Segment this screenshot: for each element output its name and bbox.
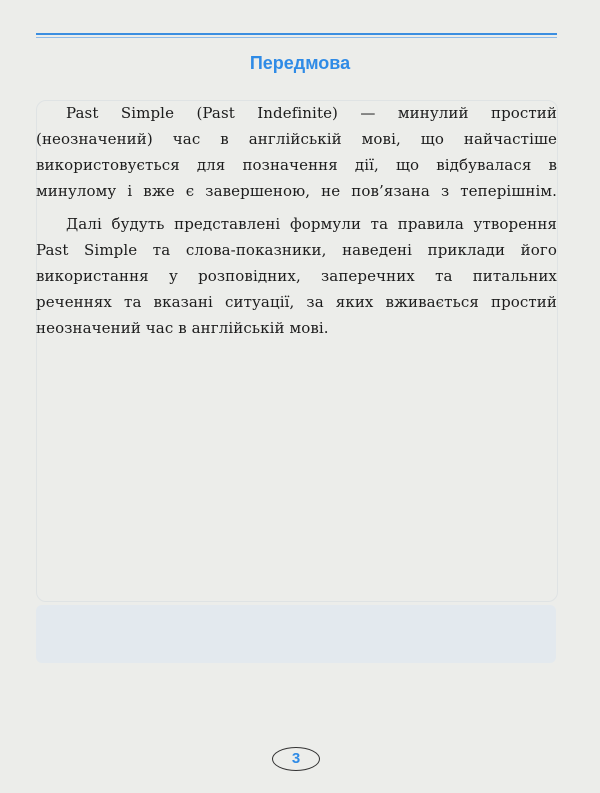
text-line: Past Simple та слова-показники, наведені приклади його <box>36 241 557 259</box>
text-line: минулому і вже є завершеною, не пов’язана з теперішнім. <box>36 182 557 200</box>
text-line: використовується для позначення дії, що відбувалася в <box>36 156 557 174</box>
page-title: Передмова <box>249 53 351 73</box>
text-line: реченнях та вказані ситуації, за яких вживається простий <box>36 293 557 311</box>
header-rule <box>36 33 557 39</box>
text-line: Далі будуть представлені формули та правила утворення <box>66 215 557 233</box>
text-line: використання у розповідних, заперечних та питальних <box>36 267 557 285</box>
text-line: Past Simple (Past Indefinite) — минулий простий <box>66 104 557 122</box>
paragraph-1 <box>36 100 557 204</box>
text-line: (неозначений) час в англійській мові, що найчастіше <box>36 130 557 148</box>
show-through-band <box>36 605 556 663</box>
page-number: 3 <box>272 747 320 771</box>
paragraph-2 <box>36 211 557 341</box>
text-line: неозначений час в англійській мові. <box>36 319 329 337</box>
